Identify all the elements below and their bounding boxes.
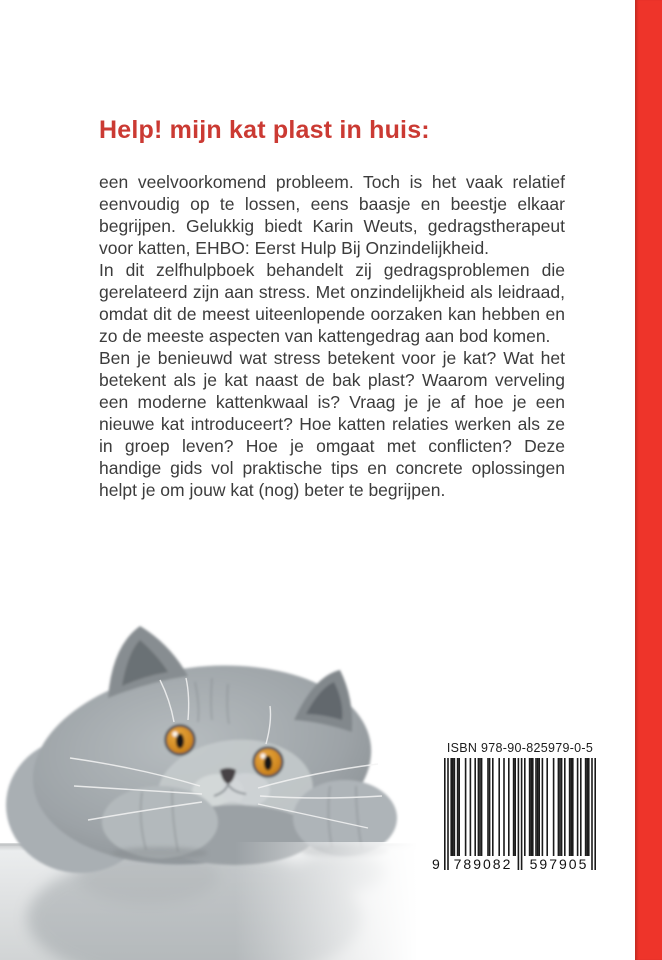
barcode-digit-group: 9 — [432, 856, 442, 872]
isbn-label: ISBN 978-90-825979-0-5 — [446, 741, 594, 755]
blurb-text — [99, 171, 565, 501]
cover-title: Help! mijn kat plast in huis: — [99, 116, 430, 144]
barcode-digits — [432, 856, 604, 872]
red-accent-band — [635, 0, 662, 960]
blurb-paragraph: In dit zelfhulpboek behandelt zij gedragsproblemen die gerelateerd zijn aan stress. Met onzindelijkheid als leidraad, omdat dit de meest uiteenlopende oorzaken kan hebben en zo de meeste aspecten van kattengedrag aan bod komen. — [99, 260, 565, 346]
barcode-digit-group: 597905 — [529, 856, 589, 872]
barcode-block — [432, 741, 604, 872]
cat-photo — [0, 620, 450, 960]
blurb-paragraph: een veelvoorkomend probleem. Toch is het vaak relatief eenvoudig op te lossen, eens baasje en beestje elkaar begrijpen. Gelukkig biedt Karin Weuts, gedragstherapeut voor katten, EHBO: Eerst Hulp Bij Onzindelijkheid. — [99, 172, 565, 258]
barcode-digit-group: 789082 — [453, 856, 513, 872]
blurb-paragraph: Ben je benieuwd wat stress betekent voor je kat? Wat het betekent als je kat naast de bak plast? Waarom verveling een moderne kattenkwaal is? Vraag je je af hoe je een nieuwe kat introduceert? Hoe katten relaties werken als ze in groep leven? Hoe je omgaat met conflicten? Deze handige gids vol praktische tips en concrete oplossingen helpt je om jouw kat (nog) beter te begrijpen. — [99, 348, 565, 500]
barcode — [444, 758, 596, 870]
